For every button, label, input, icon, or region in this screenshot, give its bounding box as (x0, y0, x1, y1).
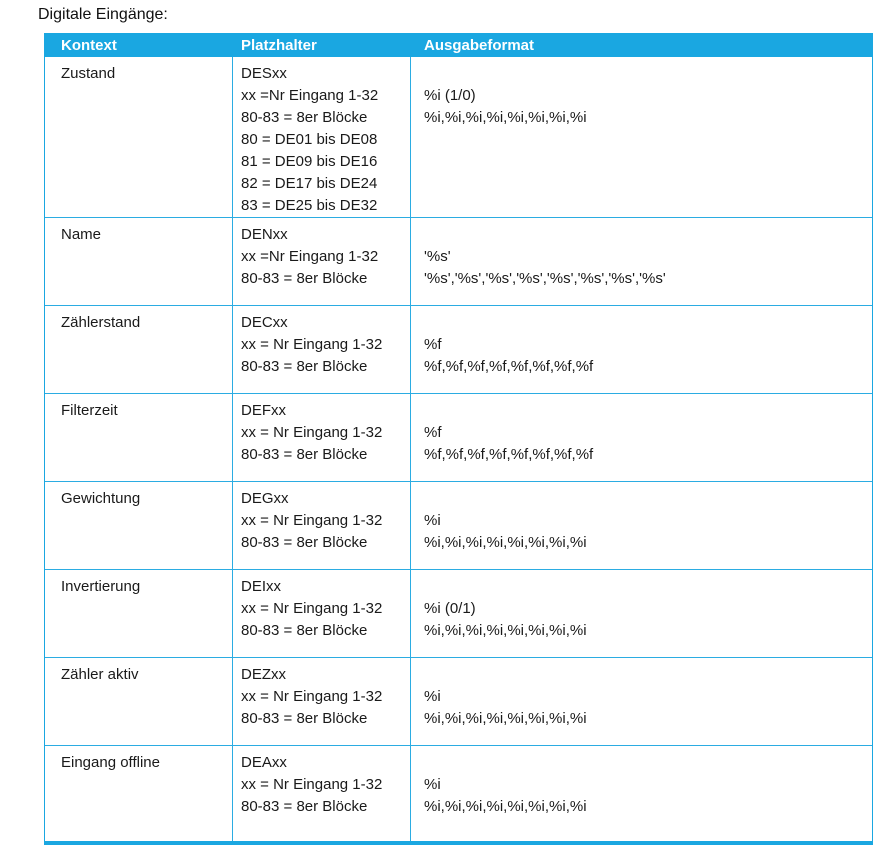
kontext-cell (45, 218, 233, 305)
ausgabeformat-line: %i (424, 776, 441, 793)
platzhalter-line: 80-83 = 8er Blöcke (241, 446, 368, 463)
platzhalter-line: DESxx (241, 65, 287, 82)
platzhalter-cell (233, 394, 411, 481)
kontext-cell (45, 746, 233, 841)
platzhalter-cell (233, 306, 411, 393)
table-row (45, 218, 872, 306)
table-row (45, 482, 872, 570)
ausgabeformat-cell (411, 57, 872, 217)
platzhalter-line: 80-83 = 8er Blöcke (241, 358, 368, 375)
ausgabeformat-line: %i (424, 688, 441, 705)
table-row (45, 746, 872, 841)
kontext-label: Name (61, 226, 102, 243)
table-row (45, 570, 872, 658)
blank-line (424, 576, 872, 598)
ausgabeformat-cell (411, 746, 872, 841)
ausgabeformat-line: %i,%i,%i,%i,%i,%i,%i,%i (424, 710, 587, 727)
platzhalter-line: DEAxx (241, 754, 287, 771)
platzhalter-line: xx = Nr Eingang 1-32 (241, 776, 383, 793)
ausgabeformat-cell (411, 306, 872, 393)
kontext-label: Invertierung (61, 578, 141, 595)
ausgabeformat-cell (411, 482, 872, 569)
kontext-label: Zählerstand (61, 314, 141, 331)
ausgabeformat-line: %i,%i,%i,%i,%i,%i,%i,%i (424, 109, 587, 126)
kontext-cell (45, 482, 233, 569)
platzhalter-line: 80-83 = 8er Blöcke (241, 270, 368, 287)
kontext-label: Zähler aktiv (61, 666, 139, 683)
kontext-cell (45, 306, 233, 393)
ausgabeformat-cell (411, 394, 872, 481)
platzhalter-line: xx =Nr Eingang 1-32 (241, 248, 379, 265)
platzhalter-line: xx = Nr Eingang 1-32 (241, 512, 383, 529)
platzhalter-line: 83 = DE25 bis DE32 (241, 197, 378, 214)
ausgabeformat-line: %i,%i,%i,%i,%i,%i,%i,%i (424, 534, 587, 551)
ausgabeformat-line: %f (424, 336, 442, 353)
table-header-row (45, 33, 872, 57)
blank-line (424, 664, 872, 686)
ausgabeformat-line: %f (424, 424, 442, 441)
digital-inputs-table (44, 33, 873, 845)
ausgabeformat-line: %i (1/0) (424, 87, 476, 104)
kontext-label: Zustand (61, 65, 116, 82)
platzhalter-line: DECxx (241, 314, 288, 331)
platzhalter-line: DEFxx (241, 402, 286, 419)
platzhalter-cell (233, 746, 411, 841)
platzhalter-cell (233, 570, 411, 657)
platzhalter-line: DENxx (241, 226, 288, 243)
ausgabeformat-line: %f,%f,%f,%f,%f,%f,%f,%f (424, 446, 594, 463)
blank-line (424, 752, 872, 774)
platzhalter-line: 80-83 = 8er Blöcke (241, 710, 368, 727)
platzhalter-line: 82 = DE17 bis DE24 (241, 175, 378, 192)
blank-line (424, 312, 872, 334)
platzhalter-line: xx = Nr Eingang 1-32 (241, 424, 383, 441)
platzhalter-line: 80 = DE01 bis DE08 (241, 131, 378, 148)
blank-line (424, 224, 872, 246)
platzhalter-line: xx = Nr Eingang 1-32 (241, 336, 383, 353)
platzhalter-line: xx =Nr Eingang 1-32 (241, 87, 379, 104)
kontext-label: Gewichtung (61, 490, 141, 507)
platzhalter-line: 80-83 = 8er Blöcke (241, 109, 368, 126)
ausgabeformat-cell (411, 218, 872, 305)
blank-line (424, 63, 872, 85)
platzhalter-cell (233, 57, 411, 217)
ausgabeformat-line: %i,%i,%i,%i,%i,%i,%i,%i (424, 622, 587, 639)
table-row (45, 306, 872, 394)
platzhalter-line: DEIxx (241, 578, 282, 595)
kontext-cell (45, 57, 233, 217)
platzhalter-line: 80-83 = 8er Blöcke (241, 622, 368, 639)
ausgabeformat-line: %f,%f,%f,%f,%f,%f,%f,%f (424, 358, 594, 375)
kontext-label: Eingang offline (61, 754, 160, 771)
platzhalter-line: 81 = DE09 bis DE16 (241, 153, 378, 170)
platzhalter-cell (233, 218, 411, 305)
kontext-label: Filterzeit (61, 402, 118, 419)
table-row (45, 394, 872, 482)
ausgabeformat-cell (411, 658, 872, 745)
platzhalter-line: 80-83 = 8er Blöcke (241, 798, 368, 815)
ausgabeformat-line: %i,%i,%i,%i,%i,%i,%i,%i (424, 798, 587, 815)
platzhalter-line: DEZxx (241, 666, 286, 683)
table-row (45, 57, 872, 218)
platzhalter-line: 80-83 = 8er Blöcke (241, 534, 368, 551)
ausgabeformat-line: '%s','%s','%s','%s','%s','%s','%s','%s' (424, 270, 666, 287)
platzhalter-cell (233, 658, 411, 745)
blank-line (424, 400, 872, 422)
table-row (45, 658, 872, 746)
platzhalter-cell (233, 482, 411, 569)
platzhalter-line: DEGxx (241, 490, 289, 507)
ausgabeformat-line: '%s' (424, 248, 451, 265)
ausgabeformat-line: %i (424, 512, 441, 529)
blank-line (424, 488, 872, 510)
platzhalter-line: xx = Nr Eingang 1-32 (241, 600, 383, 617)
column-header-kontext: Kontext (61, 36, 117, 54)
ausgabeformat-line: %i (0/1) (424, 600, 476, 617)
column-header-ausgabeformat: Ausgabeformat (424, 36, 535, 54)
kontext-cell (45, 570, 233, 657)
column-header-platzhalter: Platzhalter (241, 36, 317, 54)
ausgabeformat-cell (411, 570, 872, 657)
page-title: Digitale Eingänge: (38, 6, 168, 23)
kontext-cell (45, 394, 233, 481)
platzhalter-line: xx = Nr Eingang 1-32 (241, 688, 383, 705)
kontext-cell (45, 658, 233, 745)
